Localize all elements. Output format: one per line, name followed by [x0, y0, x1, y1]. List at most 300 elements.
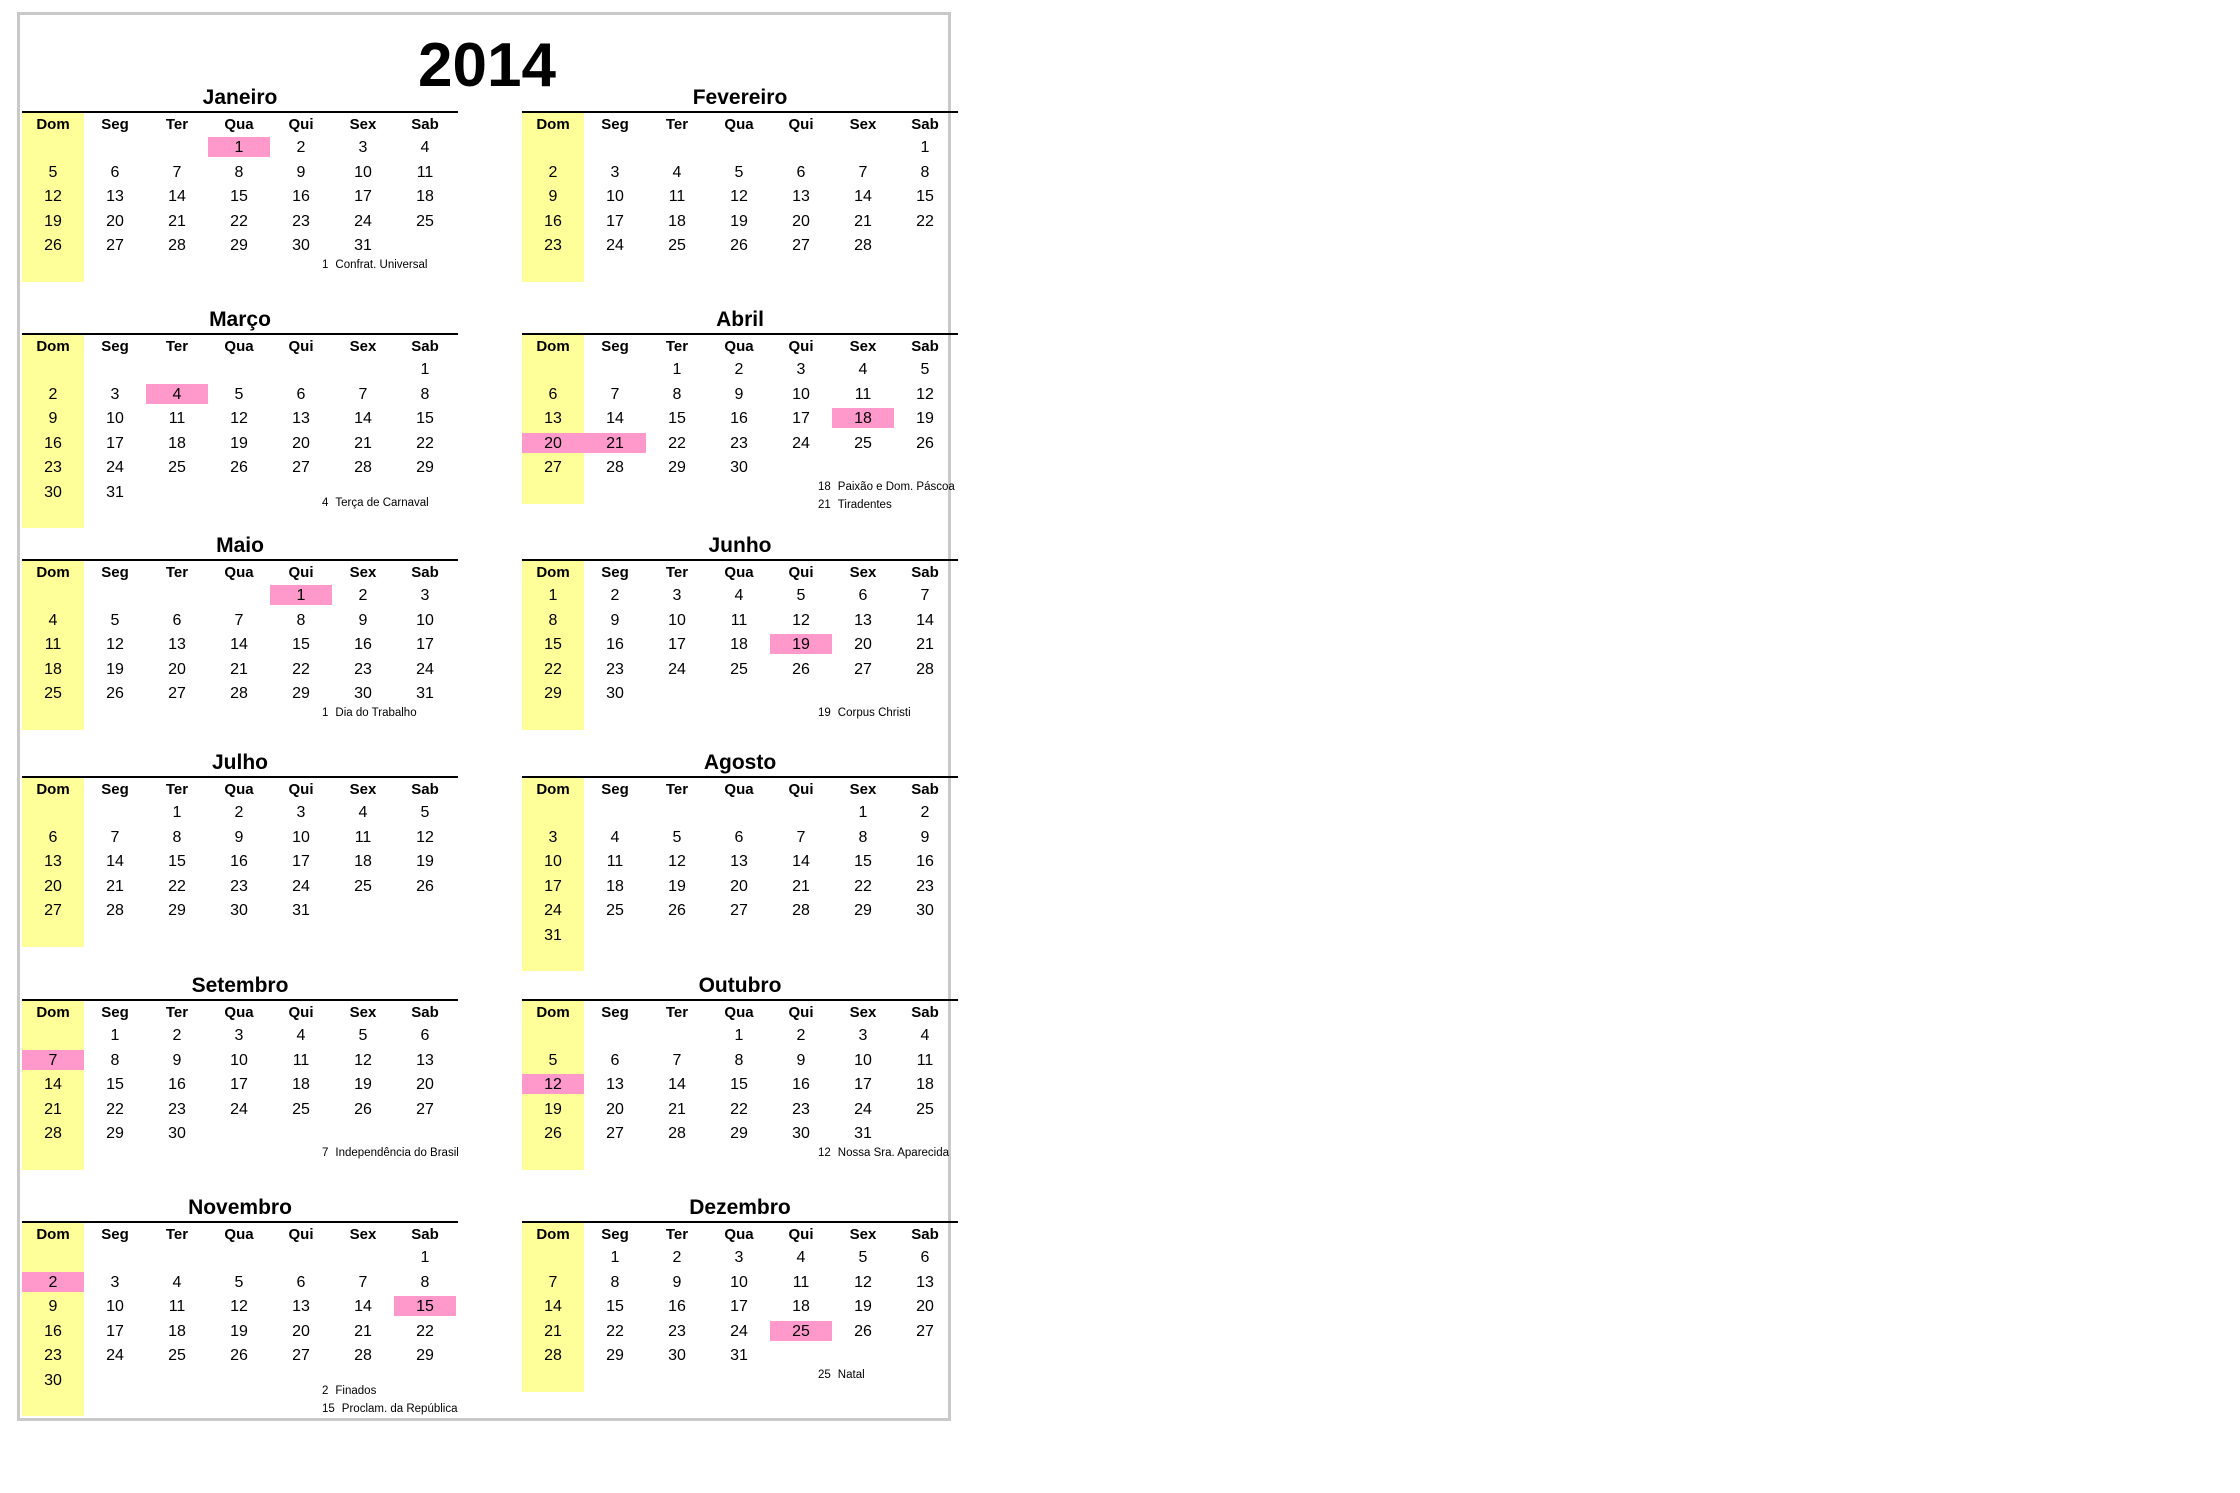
weekday-sab: Sab [411, 338, 439, 355]
weekday-sab: Sab [411, 781, 439, 798]
day-cell: 9 [548, 188, 558, 205]
day-cell: 10 [544, 853, 562, 870]
weekday-ter: Ter [665, 1226, 689, 1243]
day-cell: 27 [44, 902, 62, 919]
month-grid [522, 1001, 974, 1148]
day-cell: 3 [858, 1027, 868, 1044]
day-cell: 22 [854, 877, 872, 895]
day-cell: 5 [358, 1027, 368, 1044]
week-row [22, 634, 474, 659]
week-row [22, 433, 474, 458]
holiday-day-cell: 1 [208, 137, 270, 157]
day-cell: 21 [106, 877, 124, 895]
day-cell: 27 [792, 237, 810, 254]
weekday-qua: Qua [224, 781, 254, 798]
week-row [522, 433, 974, 458]
day-cell: 4 [920, 1027, 930, 1044]
day-cell: 3 [234, 1027, 244, 1044]
week-row [22, 1321, 474, 1346]
month-12 [522, 1195, 974, 1381]
day-cell: 26 [792, 660, 810, 678]
weekday-ter: Ter [665, 564, 689, 581]
day-cell: 9 [734, 385, 744, 403]
weekday-dom: Dom [536, 116, 570, 133]
day-cell: 14 [44, 1076, 62, 1093]
weekday-qui: Qui [288, 564, 314, 581]
day-cell: 15 [916, 188, 934, 205]
weekday-seg: Seg [601, 564, 629, 581]
day-cell: 19 [730, 212, 748, 230]
day-cell: 20 [730, 877, 748, 895]
day-cell: 6 [920, 1249, 930, 1266]
day-cell: 22 [544, 660, 562, 678]
holiday-note-day: 7 [322, 1146, 329, 1159]
day-cell: 23 [354, 660, 372, 678]
week-row [522, 900, 974, 925]
day-cell: 10 [792, 385, 810, 403]
day-cell: 27 [854, 660, 872, 678]
weekday-ter: Ter [665, 781, 689, 798]
day-cell: 26 [106, 685, 124, 702]
day-cell: 10 [292, 828, 310, 846]
holiday-note [322, 496, 429, 510]
holiday-note-day: 19 [818, 706, 831, 719]
day-cell: 23 [292, 212, 310, 230]
holiday-note-day: 1 [322, 706, 329, 719]
day-cell: 29 [230, 237, 248, 254]
holiday-day-cell: 1 [270, 585, 332, 605]
month-grid [522, 561, 974, 708]
day-cell: 8 [172, 828, 182, 846]
day-cell: 11 [730, 611, 748, 629]
day-cell: 6 [420, 1027, 430, 1044]
day-cell: 7 [796, 828, 806, 846]
weekday-header-row [522, 1001, 974, 1025]
week-row [22, 1296, 474, 1321]
month-name: Setembro [191, 974, 289, 997]
weekday-qua: Qua [224, 1226, 254, 1243]
week-row [522, 1099, 974, 1124]
day-cell: 5 [48, 163, 58, 181]
day-cell: 28 [168, 237, 186, 254]
month-2 [522, 85, 974, 260]
day-cell: 17 [854, 1076, 872, 1093]
month-name: Junho [708, 534, 772, 557]
day-cell: 14 [916, 611, 934, 629]
day-cell: 23 [730, 434, 748, 452]
day-cell: 20 [292, 1322, 310, 1340]
day-cell: 30 [668, 1347, 686, 1364]
day-cell: 14 [354, 410, 372, 427]
day-cell: 23 [792, 1100, 810, 1118]
week-row [22, 186, 474, 211]
day-cell: 14 [544, 1298, 562, 1315]
day-cell: 15 [230, 188, 248, 205]
day-cell: 19 [230, 1322, 248, 1340]
week-row [22, 211, 474, 236]
day-cell: 31 [544, 926, 562, 944]
weekday-dom: Dom [36, 1226, 70, 1243]
day-cell: 20 [106, 212, 124, 230]
day-cell: 29 [292, 685, 310, 702]
day-cell: 2 [734, 361, 744, 378]
day-cell: 31 [854, 1125, 872, 1142]
weekday-qui: Qui [788, 1004, 814, 1021]
day-cell: 27 [168, 685, 186, 702]
day-cell: 1 [672, 361, 682, 378]
weekday-sex: Sex [349, 338, 377, 355]
weekday-sex: Sex [849, 564, 877, 581]
day-cell: 21 [668, 1100, 686, 1118]
day-cell: 9 [610, 611, 620, 629]
day-cell: 25 [854, 434, 872, 452]
month-name: Outubro [698, 974, 782, 997]
day-cell: 19 [854, 1298, 872, 1315]
day-cell: 14 [230, 636, 248, 653]
day-cell: 8 [920, 163, 930, 181]
weekday-qui: Qui [788, 116, 814, 133]
day-cell: 14 [354, 1298, 372, 1315]
day-cell: 3 [110, 1273, 120, 1291]
day-cell: 16 [544, 212, 562, 230]
day-cell: 18 [416, 188, 434, 205]
day-cell: 31 [730, 1347, 748, 1364]
day-cell: 19 [668, 877, 686, 895]
day-cell: 31 [354, 237, 372, 254]
day-cell: 7 [234, 611, 244, 629]
day-cell: 25 [168, 459, 186, 476]
holiday-note [818, 1368, 865, 1382]
day-cell: 18 [916, 1076, 934, 1093]
day-cell: 28 [606, 459, 624, 476]
month-name: Janeiro [202, 86, 278, 109]
weekday-qua: Qua [224, 564, 254, 581]
day-cell: 18 [44, 660, 62, 678]
week-row [522, 457, 974, 482]
day-cell: 13 [292, 1298, 310, 1315]
day-cell: 28 [44, 1125, 62, 1142]
week-row [22, 802, 474, 827]
holiday-note-text: Dia do Trabalho [335, 706, 417, 719]
month-grid [22, 561, 474, 708]
day-cell: 1 [420, 361, 430, 378]
weekday-ter: Ter [665, 1004, 689, 1021]
weekday-qui: Qui [288, 1226, 314, 1243]
month-grid [22, 778, 474, 925]
day-cell: 12 [792, 611, 810, 629]
day-cell: 13 [44, 853, 62, 870]
weekday-qua: Qua [724, 116, 754, 133]
weekday-sab: Sab [911, 564, 939, 581]
day-cell: 18 [792, 1298, 810, 1315]
day-cell: 7 [920, 587, 930, 604]
day-cell: 22 [668, 434, 686, 452]
weekday-qua: Qua [724, 338, 754, 355]
holiday-note-day: 25 [818, 1368, 831, 1381]
day-cell: 27 [106, 237, 124, 254]
day-cell: 19 [416, 853, 434, 870]
weekday-sab: Sab [911, 1226, 939, 1243]
day-cell: 14 [668, 1076, 686, 1093]
holiday-note [818, 498, 892, 512]
day-cell: 26 [854, 1322, 872, 1340]
day-cell: 2 [672, 1249, 682, 1266]
day-cell: 18 [168, 1322, 186, 1340]
day-cell: 28 [230, 685, 248, 702]
day-cell: 5 [920, 361, 930, 378]
day-cell: 10 [668, 611, 686, 629]
day-cell: 24 [668, 660, 686, 678]
weekday-qua: Qua [724, 1004, 754, 1021]
week-row [22, 235, 474, 260]
week-row [22, 1272, 474, 1297]
week-row [522, 1050, 974, 1075]
day-cell: 3 [420, 587, 430, 604]
day-cell: 13 [854, 611, 872, 629]
holiday-note-text: Tiradentes [837, 498, 892, 511]
weekday-header-row [22, 1223, 474, 1247]
day-cell: 7 [548, 1273, 558, 1291]
week-row [22, 827, 474, 852]
day-cell: 19 [544, 1100, 562, 1118]
day-cell: 17 [544, 877, 562, 895]
day-cell: 2 [234, 804, 244, 821]
day-cell: 28 [916, 660, 934, 678]
day-cell: 1 [110, 1027, 120, 1044]
day-cell: 8 [234, 163, 244, 181]
day-cell: 31 [416, 685, 434, 702]
holiday-day-cell: 21 [584, 433, 646, 453]
day-cell: 31 [106, 483, 124, 501]
day-cell: 5 [110, 611, 120, 629]
weekday-dom: Dom [36, 116, 70, 133]
day-cell: 8 [858, 828, 868, 846]
day-cell: 2 [172, 1027, 182, 1044]
week-row [522, 1272, 974, 1297]
weekday-qui: Qui [788, 1226, 814, 1243]
day-cell: 27 [606, 1125, 624, 1142]
month-name: Fevereiro [692, 86, 788, 109]
weekday-header-row [522, 335, 974, 359]
day-cell: 6 [796, 163, 806, 181]
week-row [522, 659, 974, 684]
day-cell: 8 [610, 1273, 620, 1291]
week-row [22, 457, 474, 482]
holiday-note [818, 706, 911, 720]
day-cell: 31 [292, 902, 310, 919]
weekday-sex: Sex [849, 1226, 877, 1243]
day-cell: 4 [858, 361, 868, 378]
day-cell: 13 [730, 853, 748, 870]
week-row [22, 1370, 474, 1395]
weekday-qua: Qua [724, 781, 754, 798]
holiday-note-text: Corpus Christi [837, 706, 911, 719]
day-cell: 17 [668, 636, 686, 653]
day-cell: 21 [354, 434, 372, 452]
month-10 [522, 973, 974, 1159]
day-cell: 3 [548, 828, 558, 846]
day-cell: 30 [168, 1125, 186, 1142]
day-cell: 1 [734, 1027, 744, 1044]
day-cell: 23 [606, 660, 624, 678]
day-cell: 14 [854, 188, 872, 205]
day-cell: 11 [792, 1273, 810, 1291]
day-cell: 17 [230, 1076, 248, 1093]
weekday-sex: Sex [849, 338, 877, 355]
day-cell: 19 [354, 1076, 372, 1093]
holiday-note-text: Terça de Carnaval [335, 497, 429, 509]
day-cell: 22 [230, 212, 248, 230]
week-row [522, 827, 974, 852]
holiday-day-cell: 18 [832, 408, 894, 428]
day-cell: 16 [292, 188, 310, 205]
day-cell: 12 [106, 636, 124, 653]
weekday-ter: Ter [165, 338, 189, 355]
day-cell: 12 [916, 385, 934, 403]
week-row [522, 1321, 974, 1346]
day-cell: 11 [354, 828, 372, 846]
day-cell: 6 [548, 385, 558, 403]
day-cell: 24 [854, 1100, 872, 1118]
day-cell: 26 [544, 1125, 562, 1142]
day-cell: 7 [172, 163, 182, 181]
week-row [522, 1123, 974, 1148]
day-cell: 9 [920, 828, 930, 846]
week-row [22, 1050, 474, 1075]
weekday-sex: Sex [849, 1004, 877, 1021]
weekday-sab: Sab [911, 116, 939, 133]
month-6 [522, 533, 974, 719]
day-cell: 18 [168, 434, 186, 452]
weekday-sab: Sab [911, 1004, 939, 1021]
day-cell: 14 [792, 853, 810, 870]
day-cell: 30 [354, 685, 372, 702]
holiday-note-day: 4 [322, 497, 329, 509]
day-cell: 4 [420, 139, 430, 156]
day-cell: 5 [672, 828, 682, 846]
weekday-seg: Seg [601, 116, 629, 133]
day-cell: 4 [672, 163, 682, 181]
day-cell: 17 [106, 1322, 124, 1340]
month-name: Novembro [188, 1196, 292, 1219]
weekday-sex: Sex [349, 1226, 377, 1243]
day-cell: 19 [916, 410, 934, 427]
day-cell: 28 [106, 902, 124, 919]
holiday-note [818, 1146, 949, 1160]
day-cell: 16 [230, 853, 248, 870]
day-cell: 30 [292, 237, 310, 254]
day-cell: 7 [110, 828, 120, 846]
year-title: 2014 [418, 31, 556, 100]
day-cell: 24 [730, 1322, 748, 1340]
weekday-dom: Dom [536, 338, 570, 355]
day-cell: 18 [292, 1076, 310, 1093]
day-cell: 23 [230, 877, 248, 895]
day-cell: 15 [606, 1298, 624, 1315]
day-cell: 28 [854, 237, 872, 254]
weekday-header-row [22, 1001, 474, 1025]
weekday-header-row [522, 1223, 974, 1247]
day-cell: 26 [230, 1347, 248, 1364]
day-cell: 5 [796, 587, 806, 604]
week-row [522, 683, 974, 708]
day-cell: 4 [734, 587, 744, 604]
weekday-header-row [22, 335, 474, 359]
day-cell: 21 [544, 1322, 562, 1340]
day-cell: 25 [730, 660, 748, 678]
day-cell: 29 [668, 459, 686, 476]
day-cell: 13 [416, 1051, 434, 1069]
day-cell: 22 [730, 1100, 748, 1118]
day-cell: 26 [916, 434, 934, 452]
day-cell: 22 [416, 434, 434, 452]
month-grid [22, 335, 474, 506]
day-cell: 22 [606, 1322, 624, 1340]
holiday-note [322, 1146, 459, 1160]
day-cell: 29 [416, 459, 434, 476]
day-cell: 21 [854, 212, 872, 230]
month-grid [522, 1223, 974, 1370]
month-name: Abril [716, 308, 764, 331]
week-row [522, 1074, 974, 1099]
day-cell: 6 [734, 828, 744, 846]
week-row [22, 359, 474, 384]
week-row [22, 384, 474, 409]
day-cell: 11 [44, 636, 62, 653]
weekday-sab: Sab [411, 1226, 439, 1243]
week-row [522, 851, 974, 876]
day-cell: 11 [916, 1051, 934, 1069]
day-cell: 24 [106, 1347, 124, 1364]
day-cell: 30 [230, 902, 248, 919]
day-cell: 25 [416, 212, 434, 230]
day-cell: 27 [730, 902, 748, 919]
day-cell: 20 [44, 877, 62, 895]
holiday-note [322, 258, 427, 272]
holiday-note-text: Independência do Brasil [335, 1146, 459, 1159]
day-cell: 20 [606, 1100, 624, 1118]
day-cell: 30 [44, 483, 62, 501]
day-cell: 6 [110, 163, 120, 181]
day-cell: 18 [668, 212, 686, 230]
day-cell: 16 [168, 1076, 186, 1093]
day-cell: 29 [168, 902, 186, 919]
weekday-dom: Dom [536, 1004, 570, 1021]
month-4 [522, 307, 974, 511]
day-cell: 4 [610, 828, 620, 846]
day-cell: 17 [106, 434, 124, 452]
day-cell: 8 [110, 1051, 120, 1069]
day-cell: 22 [292, 660, 310, 678]
day-cell: 23 [44, 1347, 62, 1364]
day-cell: 18 [730, 636, 748, 653]
day-cell: 25 [292, 1100, 310, 1118]
weekday-dom: Dom [36, 338, 70, 355]
day-cell: 12 [668, 853, 686, 870]
weekday-qui: Qui [788, 781, 814, 798]
day-cell: 22 [916, 212, 934, 230]
day-cell: 7 [672, 1051, 682, 1069]
day-cell: 10 [606, 188, 624, 205]
month-name: Julho [212, 751, 268, 774]
day-cell: 15 [730, 1076, 748, 1093]
day-cell: 21 [792, 877, 810, 895]
day-cell: 12 [730, 188, 748, 205]
day-cell: 24 [544, 902, 562, 919]
day-cell: 16 [44, 434, 62, 452]
week-row [22, 610, 474, 635]
day-cell: 25 [606, 902, 624, 919]
